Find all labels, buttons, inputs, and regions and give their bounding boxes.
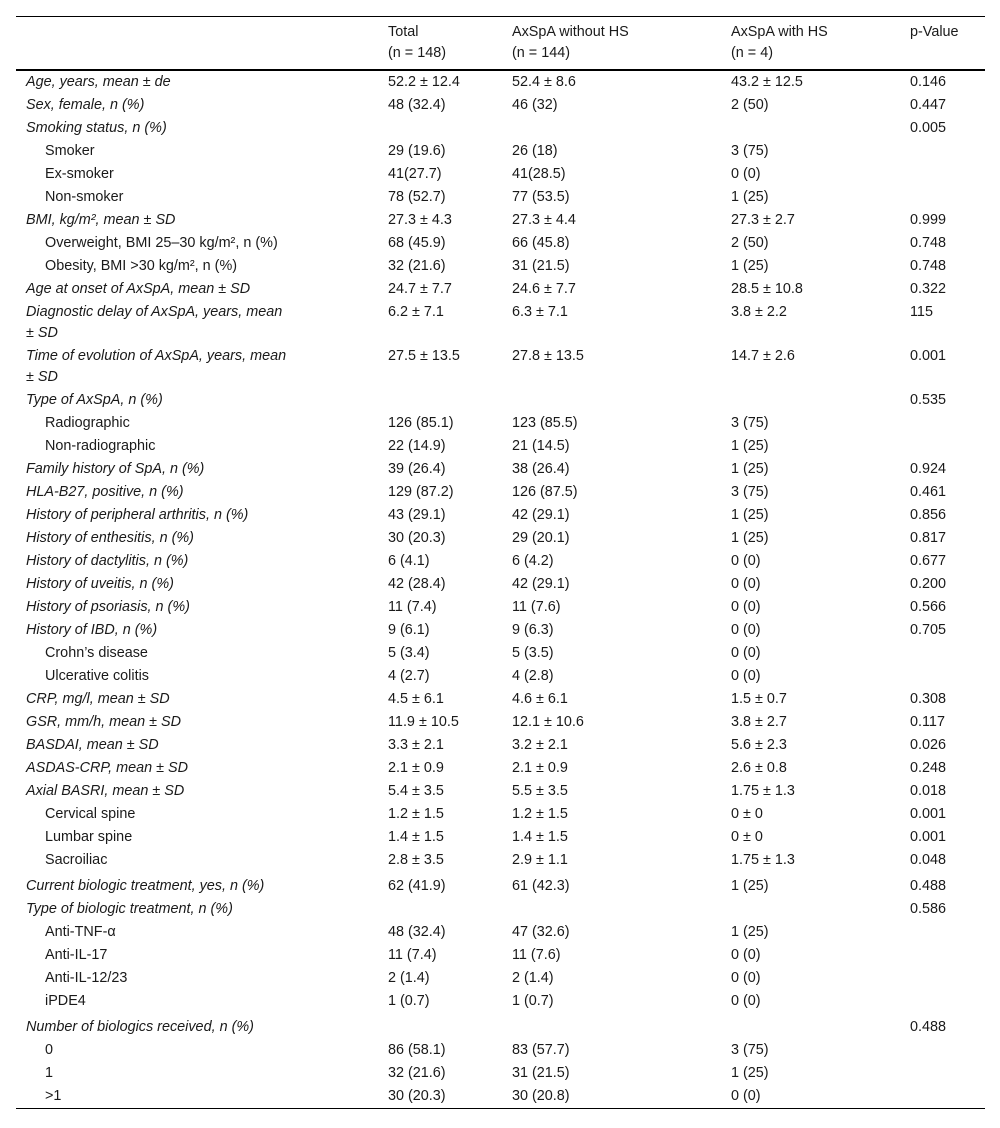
without-hs-cell: 21 (14.5) xyxy=(512,438,570,454)
variable-cell: Anti-TNF-α xyxy=(45,924,116,940)
p-value-cell: 0.447 xyxy=(910,97,947,113)
table-row xyxy=(16,301,985,345)
total-cell: 42 (28.4) xyxy=(388,576,446,592)
table-row xyxy=(16,435,985,458)
with-hs-cell: 0 (0) xyxy=(731,576,761,592)
variable-cell: Type of biologic treatment, n (%) xyxy=(26,901,233,917)
with-hs-cell: 43.2 ± 12.5 xyxy=(731,74,803,90)
without-hs-cell: 1 (0.7) xyxy=(512,993,554,1009)
with-hs-cell: 1 (25) xyxy=(731,438,769,454)
variable-cell: Smoker xyxy=(45,143,95,159)
p-value-cell: 0.999 xyxy=(910,212,947,228)
without-hs-cell: 11 (7.6) xyxy=(512,599,561,615)
without-hs-cell: 31 (21.5) xyxy=(512,258,570,274)
with-hs-cell: 0 (0) xyxy=(731,599,761,615)
table-row xyxy=(16,412,985,435)
without-hs-cell: 24.6 ± 7.7 xyxy=(512,281,576,297)
without-hs-cell: 27.8 ± 13.5 xyxy=(512,348,584,364)
table-row xyxy=(16,94,985,117)
without-hs-cell xyxy=(502,389,721,412)
header-p-value: p-Value xyxy=(910,24,959,40)
variable-cell: History of enthesitis, n (%) xyxy=(26,530,194,546)
characteristics-table xyxy=(16,16,985,1109)
without-hs-cell: 123 (85.5) xyxy=(512,415,578,431)
table-row xyxy=(16,921,985,944)
table-row xyxy=(16,232,985,255)
variable-cell: History of uveitis, n (%) xyxy=(26,576,174,592)
variable-cell: Anti-IL-12/23 xyxy=(45,970,128,986)
p-value-cell: 0.461 xyxy=(910,484,947,500)
header-without-hs: AxSpA without HS (n = 144) xyxy=(512,24,629,61)
p-value-cell: 0.322 xyxy=(910,281,947,297)
table-row xyxy=(16,688,985,711)
with-hs-cell: 3 (75) xyxy=(731,1042,769,1058)
total-cell: 48 (32.4) xyxy=(388,97,446,113)
total-cell: 86 (58.1) xyxy=(388,1042,446,1058)
total-cell: 41(27.7) xyxy=(388,166,442,182)
without-hs-cell: 26 (18) xyxy=(512,143,558,159)
variable-cell: BASDAI, mean ± SD xyxy=(26,737,159,753)
with-hs-cell: 1.75 ± 1.3 xyxy=(731,852,795,868)
p-value-cell: 0.566 xyxy=(910,599,947,615)
with-hs-cell: 3.8 ± 2.2 xyxy=(731,304,787,320)
with-hs-cell: 3 (75) xyxy=(731,143,769,159)
p-value-cell: 0.488 xyxy=(910,878,947,894)
total-cell xyxy=(378,389,502,412)
with-hs-cell xyxy=(721,389,900,412)
p-value-cell: 115 xyxy=(910,304,933,320)
with-hs-cell xyxy=(721,1013,900,1039)
p-value-cell: 0.748 xyxy=(910,235,947,251)
total-cell: 11 (7.4) xyxy=(388,947,437,963)
variable-cell: Family history of SpA, n (%) xyxy=(26,461,205,477)
with-hs-cell: 1 (25) xyxy=(731,878,769,894)
without-hs-cell: 30 (20.8) xyxy=(512,1088,570,1104)
with-hs-cell: 14.7 ± 2.6 xyxy=(731,348,795,364)
without-hs-cell: 42 (29.1) xyxy=(512,576,570,592)
header-variable xyxy=(16,17,378,71)
p-value-cell xyxy=(900,140,985,163)
variable-cell: Sacroiliac xyxy=(45,852,108,868)
with-hs-cell: 1 (25) xyxy=(731,258,769,274)
p-value-cell xyxy=(900,163,985,186)
variable-cell: Sex, female, n (%) xyxy=(26,97,145,113)
without-hs-cell xyxy=(502,898,721,921)
p-value-cell: 0.705 xyxy=(910,622,947,638)
variable-cell: Cervical spine xyxy=(45,806,136,822)
total-cell: 24.7 ± 7.7 xyxy=(388,281,452,297)
p-value-cell: 0.117 xyxy=(910,714,945,730)
p-value-cell xyxy=(900,967,985,990)
p-value-cell: 0.018 xyxy=(910,783,947,799)
without-hs-cell: 83 (57.7) xyxy=(512,1042,570,1058)
variable-cell: History of IBD, n (%) xyxy=(26,622,158,638)
with-hs-cell xyxy=(721,898,900,921)
table-row xyxy=(16,619,985,642)
without-hs-cell xyxy=(502,1013,721,1039)
total-cell: 30 (20.3) xyxy=(388,1088,446,1104)
without-hs-cell: 2 (1.4) xyxy=(512,970,554,986)
table-row xyxy=(16,504,985,527)
header-total: Total (n = 148) xyxy=(388,24,446,61)
without-hs-cell: 31 (21.5) xyxy=(512,1065,570,1081)
p-value-cell: 0.001 xyxy=(910,348,947,364)
p-value-cell: 0.026 xyxy=(910,737,947,753)
variable-cell: Crohn’s disease xyxy=(45,645,148,661)
variable-cell: CRP, mg/l, mean ± SD xyxy=(26,691,170,707)
table-row xyxy=(16,209,985,232)
p-value-cell xyxy=(900,665,985,688)
without-hs-cell: 126 (87.5) xyxy=(512,484,578,500)
with-hs-cell: 28.5 ± 10.8 xyxy=(731,281,803,297)
variable-cell: iPDE4 xyxy=(45,993,86,1009)
p-value-cell: 0.924 xyxy=(910,461,947,477)
variable-cell: HLA-B27, positive, n (%) xyxy=(26,484,184,500)
without-hs-cell: 27.3 ± 4.4 xyxy=(512,212,576,228)
p-value-cell: 0.308 xyxy=(910,691,947,707)
table-row xyxy=(16,967,985,990)
table-row xyxy=(16,665,985,688)
total-cell: 4.5 ± 6.1 xyxy=(388,691,444,707)
total-cell: 6 (4.1) xyxy=(388,553,430,569)
table-row xyxy=(16,596,985,619)
total-cell: 6.2 ± 7.1 xyxy=(388,304,444,320)
with-hs-cell: 0 (0) xyxy=(731,993,761,1009)
p-value-cell: 0.535 xyxy=(910,392,947,408)
p-value-cell: 0.200 xyxy=(910,576,947,592)
total-cell: 27.5 ± 13.5 xyxy=(388,348,460,364)
variable-cell: 1 xyxy=(45,1065,54,1081)
with-hs-cell: 0 (0) xyxy=(731,970,761,986)
table-row xyxy=(16,458,985,481)
p-value-cell: 0.001 xyxy=(910,829,947,845)
variable-cell: History of psoriasis, n (%) xyxy=(26,599,190,615)
variable-cell: Smoking status, n (%) xyxy=(26,120,167,136)
table-row xyxy=(16,117,985,140)
with-hs-cell: 1 (25) xyxy=(731,507,769,523)
total-cell: 129 (87.2) xyxy=(388,484,454,500)
variable-cell: Axial BASRI, mean ± SD xyxy=(26,783,185,799)
variable-cell: BMI, kg/m², mean ± SD xyxy=(26,212,176,228)
table-row xyxy=(16,278,985,301)
with-hs-cell: 0 (0) xyxy=(731,553,761,569)
total-cell: 4 (2.7) xyxy=(388,668,430,684)
p-value-cell xyxy=(900,435,985,458)
variable-cell: ASDAS-CRP, mean ± SD xyxy=(26,760,188,776)
without-hs-cell: 6.3 ± 7.1 xyxy=(512,304,568,320)
total-cell xyxy=(378,898,502,921)
total-cell: 48 (32.4) xyxy=(388,924,446,940)
table-header-row xyxy=(16,17,985,71)
p-value-cell: 0.817 xyxy=(910,530,947,546)
variable-cell: Non-smoker xyxy=(45,189,124,205)
total-cell: 62 (41.9) xyxy=(388,878,446,894)
table-row xyxy=(16,481,985,504)
total-cell: 78 (52.7) xyxy=(388,189,446,205)
without-hs-cell: 47 (32.6) xyxy=(512,924,570,940)
without-hs-cell: 52.4 ± 8.6 xyxy=(512,74,576,90)
with-hs-cell: 0 (0) xyxy=(731,166,761,182)
variable-cell: Time of evolution of AxSpA, years, mean ± SD xyxy=(26,348,287,385)
total-cell: 1.2 ± 1.5 xyxy=(388,806,444,822)
table-row xyxy=(16,1062,985,1085)
with-hs-cell: 0 ± 0 xyxy=(731,829,763,845)
p-value-cell: 0.748 xyxy=(910,258,947,274)
with-hs-cell: 1 (25) xyxy=(731,924,769,940)
p-value-cell xyxy=(900,186,985,209)
table-row xyxy=(16,70,985,94)
with-hs-cell: 2 (50) xyxy=(731,97,769,113)
header-with-hs: AxSpA with HS (n = 4) xyxy=(731,24,828,61)
p-value-cell: 0.248 xyxy=(910,760,947,776)
table-row xyxy=(16,1013,985,1039)
with-hs-cell: 1 (25) xyxy=(731,530,769,546)
with-hs-cell: 0 (0) xyxy=(731,947,761,963)
without-hs-cell: 77 (53.5) xyxy=(512,189,570,205)
total-cell: 30 (20.3) xyxy=(388,530,446,546)
without-hs-cell: 1.2 ± 1.5 xyxy=(512,806,568,822)
total-cell: 5.4 ± 3.5 xyxy=(388,783,444,799)
with-hs-cell: 0 (0) xyxy=(731,668,761,684)
total-cell: 2.1 ± 0.9 xyxy=(388,760,444,776)
variable-cell: Ex-smoker xyxy=(45,166,114,182)
with-hs-cell: 27.3 ± 2.7 xyxy=(731,212,795,228)
with-hs-cell: 2.6 ± 0.8 xyxy=(731,760,787,776)
total-cell: 32 (21.6) xyxy=(388,1065,446,1081)
table-row xyxy=(16,255,985,278)
table-row xyxy=(16,780,985,803)
without-hs-cell: 6 (4.2) xyxy=(512,553,554,569)
p-value-cell xyxy=(900,412,985,435)
variable-cell: Non-radiographic xyxy=(45,438,156,454)
without-hs-cell: 66 (45.8) xyxy=(512,235,570,251)
table-row xyxy=(16,944,985,967)
with-hs-cell: 1.5 ± 0.7 xyxy=(731,691,787,707)
variable-cell: >1 xyxy=(45,1088,62,1104)
table-row xyxy=(16,898,985,921)
table-row xyxy=(16,527,985,550)
total-cell: 29 (19.6) xyxy=(388,143,446,159)
p-value-cell xyxy=(900,944,985,967)
variable-cell: Age at onset of AxSpA, mean ± SD xyxy=(26,281,251,297)
table-row xyxy=(16,389,985,412)
p-value-cell: 0.001 xyxy=(910,806,947,822)
with-hs-cell: 0 ± 0 xyxy=(731,806,763,822)
table-row xyxy=(16,1039,985,1062)
p-value-cell xyxy=(900,990,985,1013)
table-row xyxy=(16,550,985,573)
variable-cell: Radiographic xyxy=(45,415,130,431)
total-cell xyxy=(378,1013,502,1039)
table-row xyxy=(16,163,985,186)
without-hs-cell: 38 (26.4) xyxy=(512,461,570,477)
without-hs-cell: 61 (42.3) xyxy=(512,878,570,894)
p-value-cell: 0.005 xyxy=(910,120,947,136)
variable-cell: Number of biologics received, n (%) xyxy=(26,1019,254,1035)
table-row xyxy=(16,186,985,209)
table-row xyxy=(16,1085,985,1109)
total-cell: 2.8 ± 3.5 xyxy=(388,852,444,868)
with-hs-cell: 3 (75) xyxy=(731,484,769,500)
table-row xyxy=(16,140,985,163)
p-value-cell: 0.856 xyxy=(910,507,947,523)
without-hs-cell: 46 (32) xyxy=(512,97,558,113)
without-hs-cell: 4.6 ± 6.1 xyxy=(512,691,568,707)
total-cell: 52.2 ± 12.4 xyxy=(388,74,460,90)
with-hs-cell: 1 (25) xyxy=(731,461,769,477)
total-cell xyxy=(378,117,502,140)
p-value-cell: 0.677 xyxy=(910,553,947,569)
variable-cell: Current biologic treatment, yes, n (%) xyxy=(26,878,265,894)
p-value-cell xyxy=(900,1085,985,1109)
p-value-cell xyxy=(900,642,985,665)
variable-cell: 0 xyxy=(45,1042,54,1058)
without-hs-cell: 3.2 ± 2.1 xyxy=(512,737,568,753)
total-cell: 2 (1.4) xyxy=(388,970,430,986)
with-hs-cell: 1 (25) xyxy=(731,1065,769,1081)
total-cell: 126 (85.1) xyxy=(388,415,454,431)
total-cell: 3.3 ± 2.1 xyxy=(388,737,444,753)
variable-cell: Obesity, BMI >30 kg/m², n (%) xyxy=(45,258,238,274)
p-value-cell xyxy=(900,1039,985,1062)
p-value-cell xyxy=(900,921,985,944)
without-hs-cell: 2.1 ± 0.9 xyxy=(512,760,568,776)
p-value-cell: 0.146 xyxy=(910,74,947,90)
table-row xyxy=(16,642,985,665)
variable-cell: GSR, mm/h, mean ± SD xyxy=(26,714,182,730)
total-cell: 22 (14.9) xyxy=(388,438,446,454)
without-hs-cell: 4 (2.8) xyxy=(512,668,554,684)
total-cell: 43 (29.1) xyxy=(388,507,446,523)
with-hs-cell: 3.8 ± 2.7 xyxy=(731,714,787,730)
with-hs-cell: 1.75 ± 1.3 xyxy=(731,783,795,799)
table-row xyxy=(16,849,985,872)
p-value-cell: 0.586 xyxy=(910,901,947,917)
without-hs-cell: 11 (7.6) xyxy=(512,947,561,963)
total-cell: 68 (45.9) xyxy=(388,235,446,251)
table-row xyxy=(16,872,985,898)
table-row xyxy=(16,826,985,849)
variable-cell: Overweight, BMI 25–30 kg/m², n (%) xyxy=(45,235,278,251)
with-hs-cell: 3 (75) xyxy=(731,415,769,431)
table-row xyxy=(16,757,985,780)
with-hs-cell: 5.6 ± 2.3 xyxy=(731,737,787,753)
with-hs-cell: 0 (0) xyxy=(731,1088,761,1104)
without-hs-cell: 12.1 ± 10.6 xyxy=(512,714,584,730)
p-value-cell xyxy=(900,1062,985,1085)
total-cell: 27.3 ± 4.3 xyxy=(388,212,452,228)
with-hs-cell: 0 (0) xyxy=(731,622,761,638)
with-hs-cell: 0 (0) xyxy=(731,645,761,661)
table-row xyxy=(16,711,985,734)
table-row xyxy=(16,734,985,757)
without-hs-cell xyxy=(502,117,721,140)
variable-cell: Anti-IL-17 xyxy=(45,947,108,963)
without-hs-cell: 5 (3.5) xyxy=(512,645,554,661)
variable-cell: History of peripheral arthritis, n (%) xyxy=(26,507,249,523)
without-hs-cell: 29 (20.1) xyxy=(512,530,570,546)
table-row xyxy=(16,990,985,1013)
without-hs-cell: 2.9 ± 1.1 xyxy=(512,852,568,868)
p-value-cell: 0.048 xyxy=(910,852,947,868)
total-cell: 32 (21.6) xyxy=(388,258,446,274)
table-row xyxy=(16,345,985,389)
without-hs-cell: 5.5 ± 3.5 xyxy=(512,783,568,799)
variable-cell: Diagnostic delay of AxSpA, years, mean ± SD xyxy=(26,304,283,341)
total-cell: 11.9 ± 10.5 xyxy=(388,714,459,730)
variable-cell: History of dactylitis, n (%) xyxy=(26,553,189,569)
total-cell: 11 (7.4) xyxy=(388,599,437,615)
without-hs-cell: 41(28.5) xyxy=(512,166,566,182)
total-cell: 39 (26.4) xyxy=(388,461,446,477)
variable-cell: Age, years, mean ± de xyxy=(26,74,171,90)
with-hs-cell: 1 (25) xyxy=(731,189,769,205)
table-row xyxy=(16,803,985,826)
p-value-cell: 0.488 xyxy=(910,1019,947,1035)
with-hs-cell: 2 (50) xyxy=(731,235,769,251)
total-cell: 9 (6.1) xyxy=(388,622,430,638)
variable-cell: Lumbar spine xyxy=(45,829,133,845)
without-hs-cell: 42 (29.1) xyxy=(512,507,570,523)
without-hs-cell: 1.4 ± 1.5 xyxy=(512,829,568,845)
total-cell: 5 (3.4) xyxy=(388,645,430,661)
total-cell: 1.4 ± 1.5 xyxy=(388,829,444,845)
with-hs-cell xyxy=(721,117,900,140)
variable-cell: Type of AxSpA, n (%) xyxy=(26,392,163,408)
without-hs-cell: 9 (6.3) xyxy=(512,622,554,638)
table-row xyxy=(16,573,985,596)
variable-cell: Ulcerative colitis xyxy=(45,668,149,684)
total-cell: 1 (0.7) xyxy=(388,993,430,1009)
